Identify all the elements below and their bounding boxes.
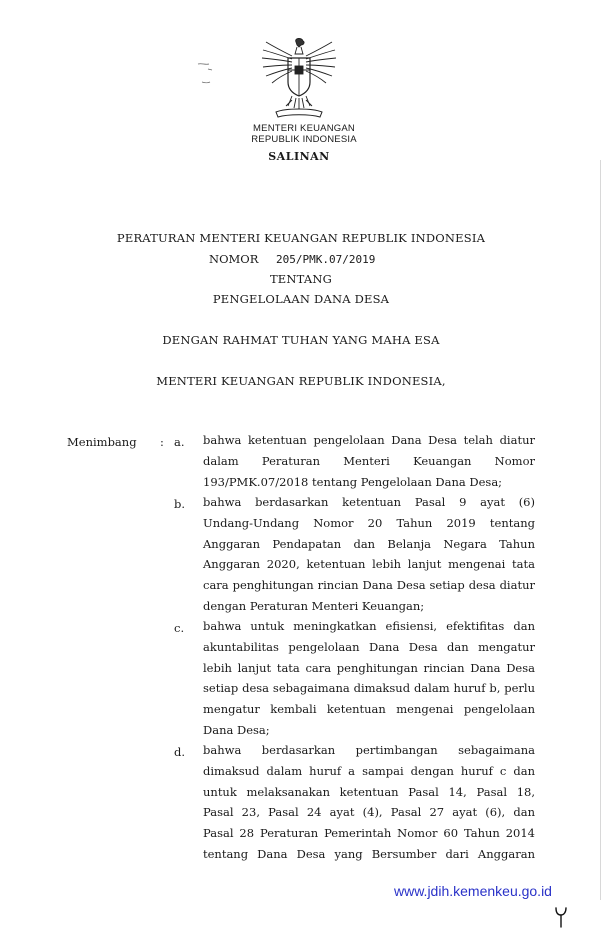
consideration-item-c [203,616,535,741]
scribble-mark-icon [196,60,222,88]
issuer: MENTERI KEUANGAN REPUBLIK INDONESIA, [156,374,446,388]
text-line: dalam Peraturan Menteri Keuangan Nomor [203,453,535,468]
about-label: TENTANG [269,272,333,286]
text-line: Dana Desa; [203,722,270,737]
text-line: akuntabilitas pengelolaan Dana Desa dan mengatur [203,639,535,654]
text-line: Anggaran Pendapatan dan Belanja Negara Tahun [203,536,535,551]
item-marker-b: b. [174,497,186,511]
number-value: 205/PMK.07/2019 [276,253,376,266]
text-line: bahwa berdasarkan pertimbangan sebagaimana [203,743,535,757]
item-marker-a: a. [174,435,185,449]
text-line: dimaksud dalam huruf a sampai dengan huruf c dan [203,763,535,778]
copy-label: SALINAN [268,150,330,163]
jdih-website-link[interactable]: www.jdih.kemenkeu.go.id [394,883,552,899]
text-line: bahwa untuk meningkatkan efisiensi, efektifitas dan [203,619,535,633]
page-edge-line [600,160,601,900]
consideration-item-d [203,740,535,865]
text-line: lebih lanjut tata cara penghitungan rincian Dana Desa [203,660,535,675]
text-line: untuk melaksanakan ketentuan Pasal 14, Pasal 18, [203,784,535,799]
invocation: DENGAN RAHMAT TUHAN YANG MAHA ESA [162,333,440,347]
text-line: Anggaran 2020, ketentuan lebih lanjut mengenai tata [203,557,535,572]
text-line: mengatur kembali ketentuan mengenai pengelolaan [203,702,535,717]
considering-label: Menimbang [67,435,137,449]
number-label: NOMOR [209,252,259,266]
text-line: Pasal 23, Pasal 24 ayat (4), Pasal 27 ayat (6), dan [203,805,535,820]
text-line: cara penghitungan rincian Dana Desa setiap desa diatur [203,578,535,593]
garuda-emblem-icon [258,36,340,120]
text-line: dengan Peraturan Menteri Keuangan; [203,598,425,613]
item-marker-d: d. [174,745,186,759]
text-line: Undang-Undang Nomor 20 Tahun 2019 tentang [203,515,535,530]
considering-colon: : [160,435,164,449]
item-marker-c: c. [174,621,185,635]
text-line: bahwa berdasarkan ketentuan Pasal 9 ayat (6) [203,495,535,509]
text-line: setiap desa sebagaimana dimaksud dalam huruf b, perlu [203,681,535,696]
text-line: Pasal 28 Peraturan Pemerintah Nomor 60 Tahun 2014 [203,826,535,841]
consideration-item-a [203,430,535,492]
regulation-subject: PENGELOLAAN DANA DESA [212,292,390,306]
regulation-title: PERATURAN MENTERI KEUANGAN REPUBLIK INDONESIA [116,231,486,245]
ministry-name-line2: REPUBLIK INDONESIA [251,134,357,145]
regulation-number [209,252,375,266]
ministry-name-line1: MENTERI KEUANGAN [253,123,355,134]
handwritten-initial-icon [553,905,569,929]
text-line: tentang Dana Desa yang Bersumber dari Anggaran [203,846,535,861]
text-line: 193/PMK.07/2018 tentang Pengelolaan Dana Desa; [203,474,503,489]
text-line: bahwa ketentuan pengelolaan Dana Desa telah diatur [203,433,535,447]
consideration-item-b [203,492,535,617]
